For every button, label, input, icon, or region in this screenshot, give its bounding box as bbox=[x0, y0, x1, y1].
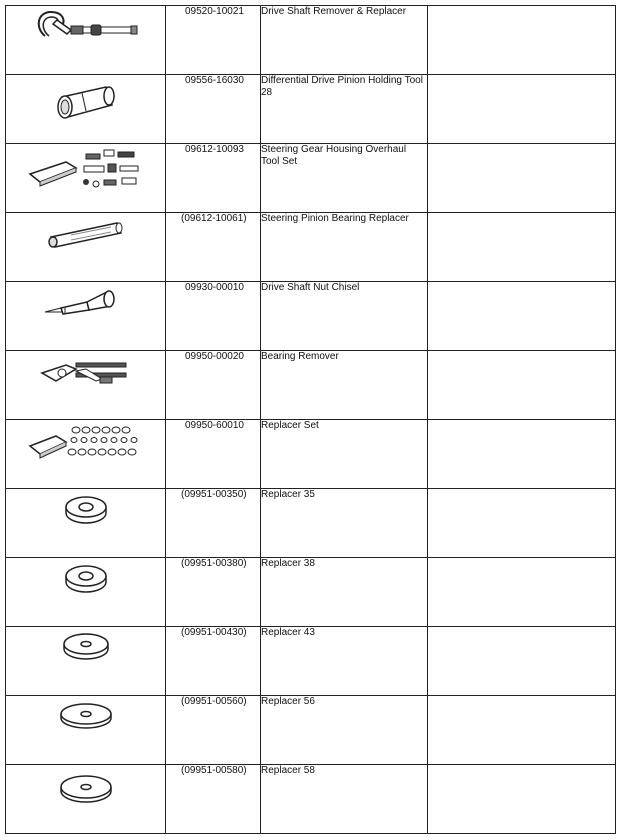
tool-illustration-cell bbox=[6, 765, 166, 834]
part-number: 09520-10021 bbox=[185, 6, 244, 17]
part-number: (09951-00430) bbox=[181, 627, 247, 638]
tool-illustration-cell bbox=[6, 213, 166, 282]
note-cell bbox=[428, 144, 616, 213]
tool-name: Steering Gear Housing Overhaul Tool Set bbox=[261, 144, 428, 213]
replacer-disc-icon bbox=[58, 765, 114, 809]
special-tools-table bbox=[5, 5, 616, 834]
drive-shaft-remover-icon bbox=[31, 6, 141, 46]
tool-name: Replacer 58 bbox=[261, 765, 428, 834]
part-number: (09951-00350) bbox=[181, 489, 247, 500]
tool-name: Steering Pinion Bearing Replacer bbox=[261, 213, 428, 282]
note-cell bbox=[428, 6, 616, 75]
tool-name: Replacer 38 bbox=[261, 558, 428, 627]
part-number: (09951-00380) bbox=[181, 558, 247, 569]
tool-name: Replacer 43 bbox=[261, 627, 428, 696]
nut-chisel-icon bbox=[41, 282, 131, 322]
part-number: 09950-00020 bbox=[185, 351, 244, 362]
note-cell bbox=[428, 282, 616, 351]
table-row bbox=[6, 696, 616, 765]
part-number: 09556-16030 bbox=[185, 75, 244, 86]
note-cell bbox=[428, 420, 616, 489]
tool-illustration-cell bbox=[6, 558, 166, 627]
tool-name: Replacer Set bbox=[261, 420, 428, 489]
part-number: (09612-10061) bbox=[181, 213, 247, 224]
table-row bbox=[6, 627, 616, 696]
tool-illustration-cell bbox=[6, 6, 166, 75]
tool-name: Differential Drive Pinion Holding Tool 28 bbox=[261, 75, 428, 144]
table-row bbox=[6, 558, 616, 627]
table-row bbox=[6, 351, 616, 420]
note-cell bbox=[428, 351, 616, 420]
note-cell bbox=[428, 489, 616, 558]
tool-name: Drive Shaft Remover & Replacer bbox=[261, 6, 428, 75]
table-row bbox=[6, 765, 616, 834]
note-cell bbox=[428, 213, 616, 282]
table-row bbox=[6, 282, 616, 351]
replacer-set-case-icon bbox=[26, 420, 146, 468]
part-number: 09950-60010 bbox=[185, 420, 244, 431]
part-number: 09930-00010 bbox=[185, 282, 244, 293]
table-row bbox=[6, 489, 616, 558]
note-cell bbox=[428, 558, 616, 627]
replacer-disc-icon bbox=[61, 627, 111, 667]
tool-name: Replacer 56 bbox=[261, 696, 428, 765]
tool-illustration-cell bbox=[6, 282, 166, 351]
pinion-holding-tool-icon bbox=[46, 75, 126, 125]
table-row bbox=[6, 6, 616, 75]
tool-name: Bearing Remover bbox=[261, 351, 428, 420]
tool-illustration-cell bbox=[6, 351, 166, 420]
tool-illustration-cell bbox=[6, 75, 166, 144]
tool-illustration-cell bbox=[6, 144, 166, 213]
bearing-replacer-tube-icon bbox=[41, 213, 131, 253]
part-number: (09951-00560) bbox=[181, 696, 247, 707]
note-cell bbox=[428, 696, 616, 765]
replacer-disc-icon bbox=[58, 696, 114, 736]
tool-name: Drive Shaft Nut Chisel bbox=[261, 282, 428, 351]
tool-name: Replacer 35 bbox=[261, 489, 428, 558]
note-cell bbox=[428, 765, 616, 834]
table-row bbox=[6, 144, 616, 213]
tool-set-case-icon bbox=[26, 144, 146, 194]
table-row bbox=[6, 213, 616, 282]
tool-illustration-cell bbox=[6, 420, 166, 489]
tool-illustration-cell bbox=[6, 489, 166, 558]
replacer-disc-icon bbox=[61, 489, 111, 529]
note-cell bbox=[428, 75, 616, 144]
note-cell bbox=[428, 627, 616, 696]
table-row bbox=[6, 420, 616, 489]
part-number: (09951-00580) bbox=[181, 765, 247, 776]
tool-illustration-cell bbox=[6, 696, 166, 765]
part-number: 09612-10093 bbox=[185, 144, 244, 155]
tool-illustration-cell bbox=[6, 627, 166, 696]
replacer-disc-icon bbox=[61, 558, 111, 598]
bearing-remover-icon bbox=[36, 351, 136, 391]
table-row bbox=[6, 75, 616, 144]
